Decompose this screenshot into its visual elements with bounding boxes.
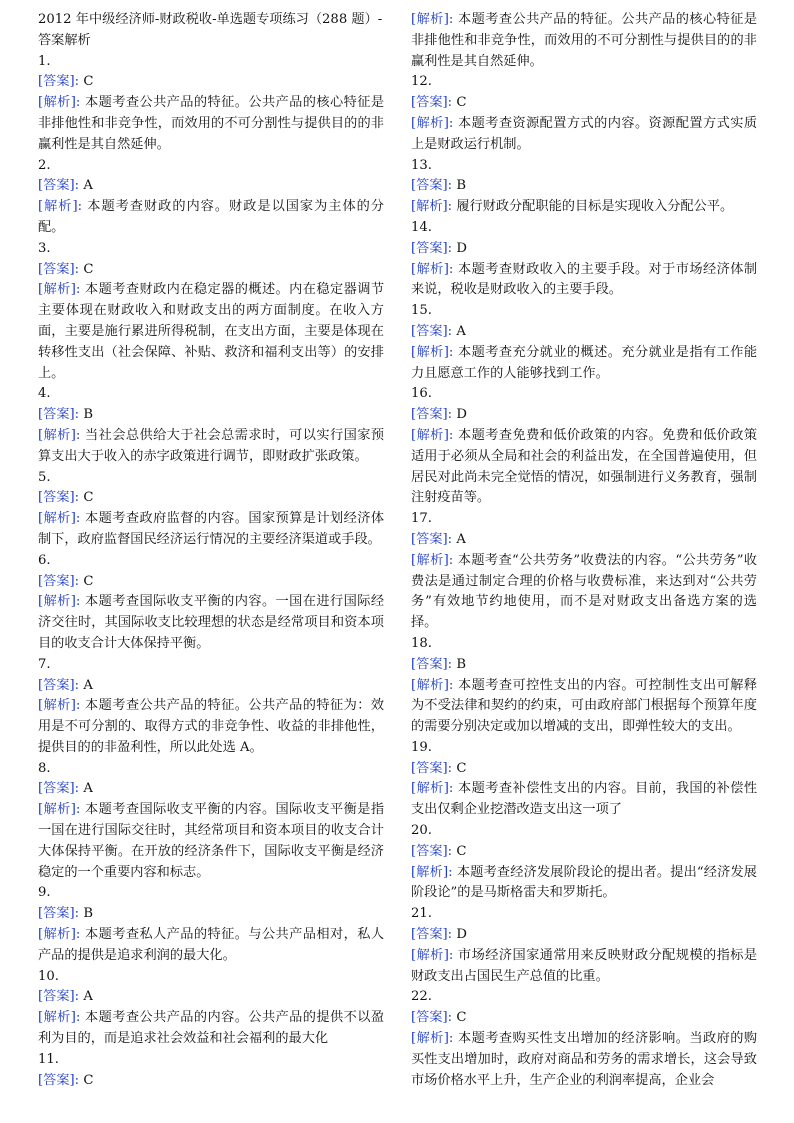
analysis-line (411, 343, 757, 385)
answer-line (411, 842, 757, 863)
analysis-line (411, 1029, 757, 1091)
answer-label: [答案]: (411, 927, 453, 943)
question-number: 18. (411, 635, 432, 651)
analysis-text: 本题考查财政的内容。财政是以国家为主体的分配。 (38, 199, 384, 235)
analysis-text: 本题考查公共产品的特征。公共产品的核心特征是非排他性和非竞争性，而效用的不可分割性与提供目的的非赢利性是其自然延伸。 (411, 12, 758, 69)
answer-value: A (83, 989, 93, 1005)
answer-line (38, 987, 384, 1008)
question-number: 4. (38, 386, 51, 402)
answer-label: [答案]: (411, 656, 453, 672)
answer-label: [答案]: (411, 323, 453, 339)
answer-line (411, 405, 757, 426)
answer-label: [答案]: (411, 1010, 453, 1026)
analysis-line (411, 551, 757, 634)
document-title: 2012 年中级经济师-财政税收-单选题专项练习（288 题）-答案解析 (38, 12, 383, 48)
question-number: 16. (411, 386, 432, 402)
answer-label: [答案]: (38, 490, 80, 506)
question-number: 12. (411, 74, 432, 90)
question-number: 10. (38, 968, 59, 984)
analysis-text: 本题考查“公共劳务”收费法的内容。“公共劳务”收费法是通过制定合理的价格与收费标准，来达到对“公共劳务”有效地节约地使用，而不是对财政支出备选方案的选择。 (411, 552, 757, 631)
question-number: 7. (38, 656, 51, 672)
analysis-line (38, 800, 384, 883)
analysis-text: 本题考查免费和低价政策的内容。免费和低价政策适用于必须从全局和社会的利益出发，在全国普遍使用，但居民对此尚未完全觉悟的情况，如强制进行义务教育，强制注射疫苗等。 (411, 427, 758, 506)
question-number: 6. (38, 552, 51, 568)
analysis-line (411, 197, 757, 218)
answer-label: [答案]: (38, 573, 80, 589)
answer-line (38, 779, 384, 800)
answer-value: A (456, 531, 466, 547)
answer-value: B (83, 906, 94, 922)
answer-line (411, 176, 757, 197)
analysis-text: 本题考查补偿性支出的内容。目前，我国的补偿性支出仅剩企业挖潜改造支出这一项了 (411, 781, 758, 818)
answer-value: C (83, 490, 94, 506)
answer-line (38, 72, 384, 93)
answer-line (411, 322, 757, 343)
left-column (38, 10, 384, 1091)
question-number: 15. (411, 303, 432, 319)
analysis-label: [解析]: (411, 781, 454, 797)
question-number: 2. (38, 157, 51, 173)
answer-line (38, 488, 384, 509)
right-column (411, 10, 757, 1091)
analysis-label: [解析]: (411, 947, 454, 963)
analysis-text: 本题考查私人产品的特征。与公共产品相对，私人产品的提供是追求利润的最大化。 (38, 927, 385, 963)
analysis-line (411, 676, 757, 738)
answer-value: C (83, 1072, 94, 1088)
analysis-label: [解析]: (411, 552, 454, 568)
analysis-label: [解析]: (38, 95, 81, 111)
question-number: 13. (411, 157, 432, 173)
question-number: 21. (411, 906, 432, 922)
answer-label: [答案]: (38, 178, 80, 194)
answer-line (38, 260, 384, 281)
answer-label: [答案]: (38, 261, 80, 277)
answer-value: D (456, 240, 467, 256)
analysis-line (38, 696, 384, 758)
analysis-line (38, 280, 384, 384)
analysis-text: 本题考查财政收入的主要手段。对于市场经济体制来说，税收是财政收入的主要手段。 (411, 261, 758, 298)
analysis-line (38, 592, 384, 654)
analysis-label: [解析]: (411, 864, 453, 880)
answer-value: A (83, 178, 93, 194)
answer-line (411, 530, 757, 551)
answer-value: B (456, 178, 467, 194)
analysis-label: [解析]: (38, 199, 83, 215)
analysis-label: [解析]: (411, 677, 454, 693)
analysis-label: [解析]: (38, 1010, 81, 1026)
analysis-label: [解析]: (411, 199, 453, 215)
answer-line (38, 572, 384, 593)
answer-line (411, 925, 757, 946)
analysis-label: [解析]: (411, 12, 454, 27)
analysis-label: [解析]: (38, 698, 81, 714)
answer-value: C (456, 1010, 467, 1026)
analysis-label: [解析]: (38, 511, 81, 527)
answer-line (411, 1008, 757, 1029)
analysis-line (38, 1008, 384, 1050)
answer-value: D (456, 407, 467, 423)
question-number: 9. (38, 885, 51, 901)
answer-label: [答案]: (411, 407, 453, 423)
answer-value: C (83, 74, 94, 90)
analysis-text: 本题考查财政内在稳定器的概述。内在稳定器调节主要体现在财政收入和财政支出的两方面制度。在收入方面，主要是施行累进所得税制，在支出方面，主要是体现在转移性支出（社会保障、补贴、救济和福利支出等）的安排上。 (38, 282, 385, 381)
answer-value: C (456, 760, 467, 776)
analysis-label: [解析]: (411, 115, 454, 131)
analysis-line (411, 779, 757, 821)
analysis-text: 本题考查国际收支平衡的内容。国际收支平衡是指一国在进行国际交往时，其经常项目和资本项目的收支合计大体保持平衡。在开放的经济条件下，国际收支平衡是经济稳定的一个重要内容和标志。 (38, 802, 385, 880)
analysis-line (411, 260, 757, 302)
analysis-text: 本题考查充分就业的概述。充分就业是指有工作能力且愿意工作的人能够找到工作。 (411, 344, 758, 381)
analysis-line (38, 93, 384, 155)
analysis-line (38, 426, 384, 468)
question-number: 17. (411, 511, 432, 527)
answer-line (411, 655, 757, 676)
answer-value: A (456, 323, 466, 339)
analysis-text: 本题考查公共产品的特征。公共产品的特征为：效用是不可分割的、取得方式的非竞争性、收益的非排他性，提供目的的非盈利性，所以此处选 A。 (38, 698, 385, 755)
question-number: 22. (411, 989, 432, 1005)
answer-label: [答案]: (411, 760, 453, 776)
answer-line (38, 176, 384, 197)
analysis-text: 本题考查可控性支出的内容。可控制性支出可解释为不受法律和契约的约束，可由政府部门根据每个预算年度的需要分别决定或加以增减的支出，即弹性较大的支出。 (411, 677, 758, 735)
analysis-text: 本题考查购买性支出增加的经济影响。当政府的购买性支出增加时，政府对商品和劳务的需求增长，这会导致市场价格水平上升，生产企业的利润率提高，企业会 (411, 1031, 758, 1088)
analysis-line (38, 197, 384, 239)
analysis-text: 本题考查公共产品的特征。公共产品的核心特征是非排他性和非竞争性，而效用的不可分割性与提供目的的非赢利性是其自然延伸。 (38, 95, 385, 152)
answer-label: [答案]: (38, 906, 80, 922)
answer-value: C (456, 95, 467, 111)
answer-label: [答案]: (38, 407, 80, 423)
analysis-label: [解析]: (411, 427, 454, 443)
analysis-text: 履行财政分配职能的目标是实现收入分配公平。 (456, 199, 734, 215)
answer-label: [答案]: (38, 74, 80, 90)
answer-label: [答案]: (411, 240, 453, 256)
question-number: 8. (38, 760, 51, 776)
answer-line (38, 1071, 384, 1092)
analysis-line (411, 114, 757, 156)
analysis-label: [解析]: (38, 282, 81, 298)
answer-line (38, 676, 384, 697)
answer-value: B (456, 656, 467, 672)
analysis-text: 市场经济国家通常用来反映财政分配规模的指标是财政支出占国民生产总值的比重。 (411, 947, 758, 984)
answer-line (38, 405, 384, 426)
analysis-text: 本题考查资源配置方式的内容。资源配置方式实质上是财政运行机制。 (411, 115, 758, 152)
answer-value: C (83, 573, 94, 589)
question-number: 3. (38, 240, 51, 256)
answer-line (38, 904, 384, 925)
analysis-label: [解析]: (38, 594, 81, 610)
question-number: 1. (38, 53, 51, 69)
answer-label: [答案]: (411, 843, 453, 859)
answer-label: [答案]: (411, 95, 453, 111)
question-number: 11. (38, 1051, 59, 1067)
answer-value: C (456, 843, 467, 859)
answer-value: A (83, 781, 93, 797)
analysis-line (38, 509, 384, 551)
question-number: 14. (411, 219, 432, 235)
answer-label: [答案]: (411, 531, 453, 547)
analysis-label: [解析]: (411, 1031, 454, 1047)
analysis-label: [解析]: (411, 344, 454, 360)
analysis-label: [解析]: (38, 802, 81, 818)
analysis-text: 本题考查公共产品的内容。公共产品的提供不以盈利为目的，而是追求社会效益和社会福利的最大化 (38, 1010, 385, 1047)
answer-label: [答案]: (38, 989, 80, 1005)
analysis-text: 本题考查经济发展阶段论的提出者。提出“经济发展阶段论”的是马斯格雷夫和罗斯托。 (411, 864, 757, 901)
analysis-line (411, 426, 757, 509)
answer-value: D (456, 927, 467, 943)
answer-value: C (83, 261, 94, 277)
analysis-label: [解析]: (38, 927, 81, 943)
question-number: 19. (411, 739, 432, 755)
answer-label: [答案]: (411, 178, 453, 194)
analysis-text: 本题考查政府监督的内容。国家预算是计划经济体制下，政府监督国民经济运行情况的主要经济渠道或手段。 (38, 511, 385, 547)
answer-label: [答案]: (38, 677, 80, 693)
answer-line (411, 239, 757, 260)
answer-value: A (83, 677, 93, 693)
analysis-label: [解析]: (38, 427, 81, 443)
answer-line (411, 93, 757, 114)
question-number: 5. (38, 469, 51, 485)
answer-line (411, 759, 757, 780)
answer-label: [答案]: (38, 781, 80, 797)
analysis-text: 当社会总供给大于社会总需求时，可以实行国家预算支出大于收入的赤字政策进行调节，即财政扩张政策。 (38, 427, 385, 464)
analysis-label: [解析]: (411, 261, 454, 277)
analysis-line (411, 10, 757, 72)
answer-value: B (83, 407, 94, 423)
answer-label: [答案]: (38, 1072, 80, 1088)
analysis-line (411, 863, 757, 905)
question-number: 20. (411, 823, 432, 839)
analysis-line (411, 946, 757, 988)
analysis-line (38, 925, 384, 967)
analysis-text: 本题考查国际收支平衡的内容。一国在进行国际经济交往时，其国际收支比较理想的状态是经常项目和资本项目的收支合计大体保持平衡。 (38, 594, 385, 651)
